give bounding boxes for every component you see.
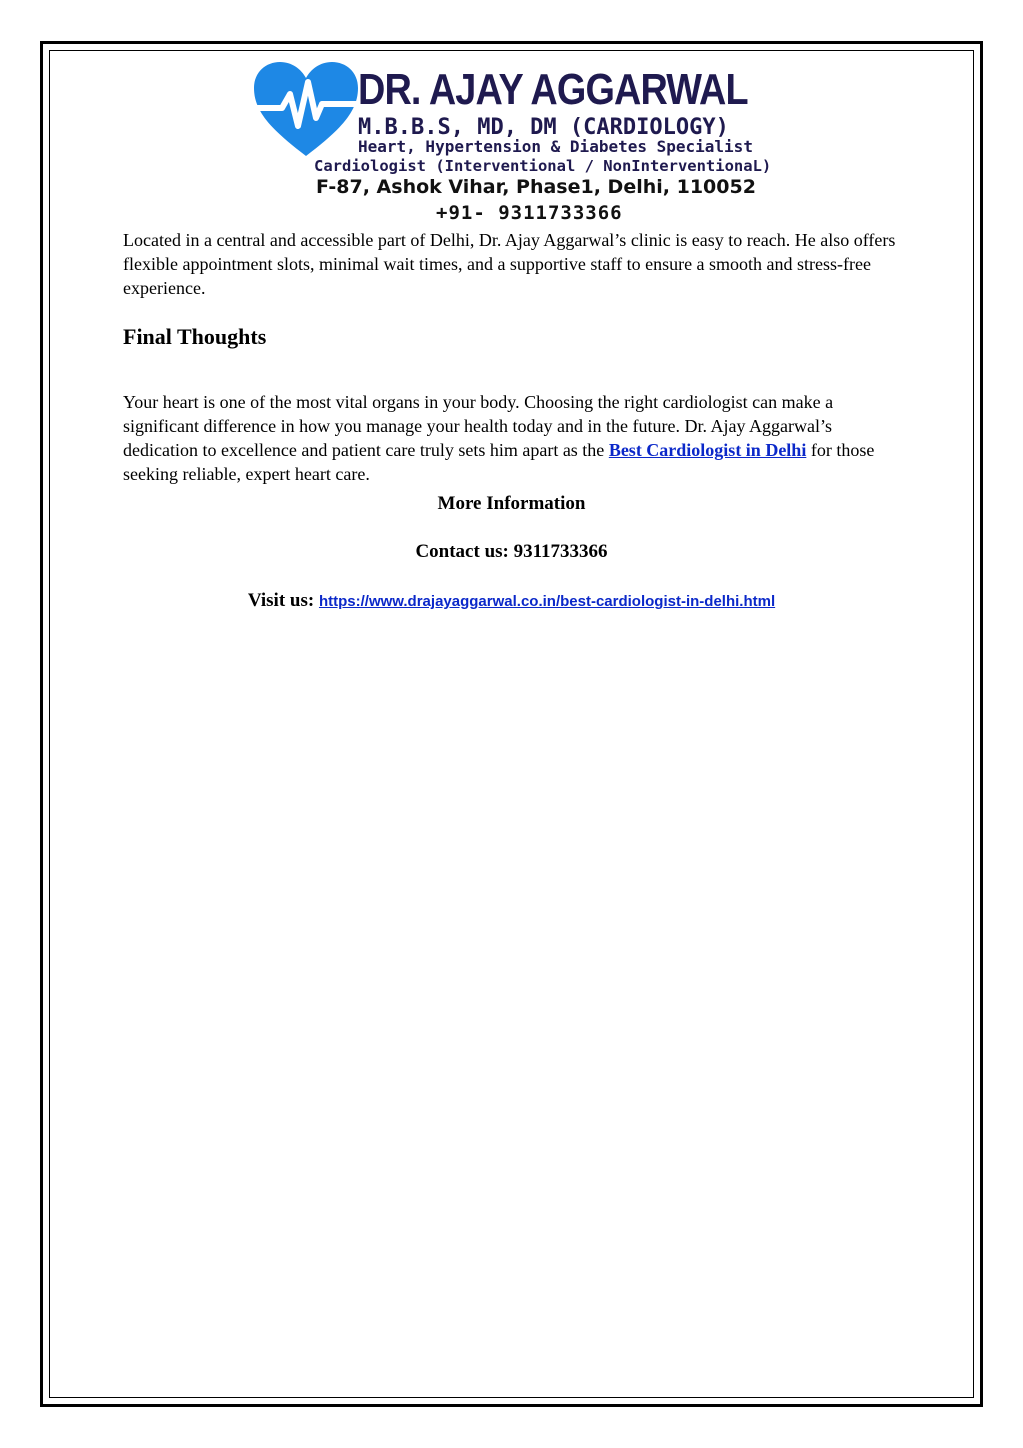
clinic-phone: +91- 9311733366 (436, 202, 623, 224)
final-thoughts-section (123, 372, 903, 504)
heart-pulse-icon (252, 60, 360, 160)
visit-line (40, 589, 983, 614)
final-paragraph-text-after: for those seeking reliable, expert heart care. (123, 440, 875, 484)
doctor-cardiology-type: Cardiologist (Interventional / NonInterventionaL) (314, 157, 772, 175)
best-cardiologist-link[interactable]: Best Cardiologist in Delhi (608, 440, 807, 460)
final-thoughts-heading: Final Thoughts (123, 324, 267, 349)
final-paragraph (123, 390, 903, 486)
doctor-specialty: Heart, Hypertension & Diabetes Specialist (358, 137, 753, 156)
visit-label: Visit us: (247, 590, 315, 611)
doctor-name: DR. AJAY AGGARWAL (358, 65, 748, 114)
more-information-heading: More Information (437, 493, 586, 514)
contact-line: Contact us: 9311733366 (415, 541, 608, 562)
doctor-degree: M.B.B.S, MD, DM (CARDIOLOGY) (358, 115, 729, 140)
intro-section (123, 228, 903, 300)
website-link[interactable]: https://www.drajayaggarwal.co.in/best-cardiologist-in-delhi.html (318, 593, 776, 610)
final-paragraph-text-before: Your heart is one of the most vital organs in your body. Choosing the right cardiologist can make a significant difference in how you manage your health today and in the future. Dr. Ajay Aggarwal’s dedication to excellence and patient care truly sets him apart as the (123, 392, 834, 460)
clinic-address: F-87, Ashok Vihar, Phase1, Delhi, 110052 (316, 176, 756, 198)
intro-paragraph: Located in a central and accessible part of Delhi, Dr. Ajay Aggarwal’s clinic is easy to reach. He also offers flexible appointment slots, minimal wait times, and a supportive staff to ensure a smooth and stress-free experience. (123, 230, 896, 298)
clinic-header (250, 60, 780, 225)
